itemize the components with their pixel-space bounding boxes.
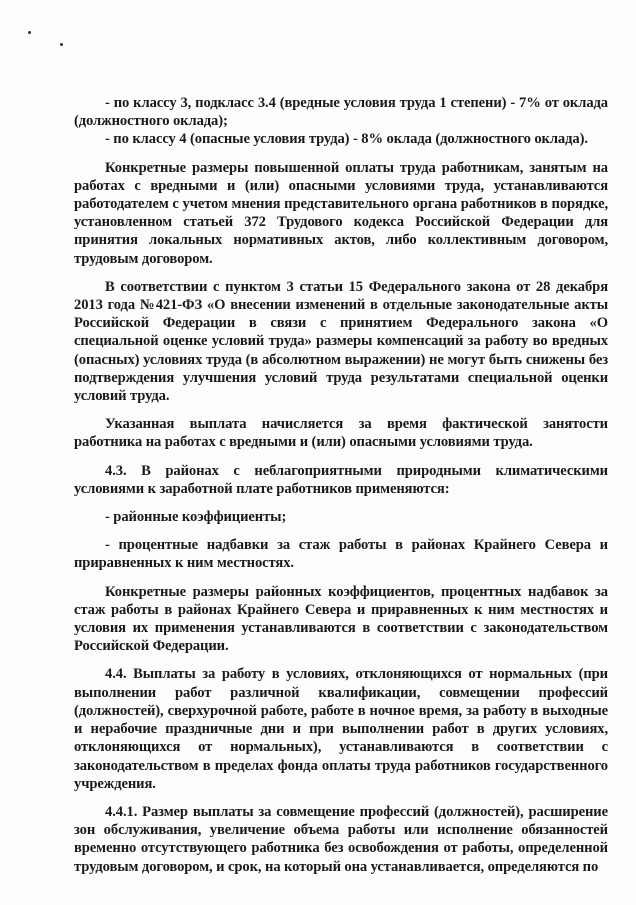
- paragraph-federal-law: В соответствии с пунктом 3 статьи 15 Федерального закона от 28 декабря 2013 года №421-ФЗ «О внесении изменений в отдельные законодательные акты Российской Федерации в связи с принятием Федерального закона «О специальной оценке условий труда» размеры компенсаций за работу во вредных (опасных) условиях труда (в абсолютном выражении) не могут быть снижены без подтверждения улучшения условий труда результатами специальной оценки условий труда.: [74, 278, 608, 405]
- scan-speck: [60, 43, 63, 46]
- paragraph-section-4-4: 4.4. Выплаты за работу в условиях, отклоняющихся от нормальных (при выполнении работ различной квалификации, совмещении профессий (должностей), сверхурочной работе, работе в ночное время, за работу в выходные и нерабочие праздничные дни и при выполнении работ в других условиях, отклоняющихся от нормальных), устанавливаются в соответствии с законодательством в пределах фонда оплаты труда работников государственного учреждения.: [74, 666, 608, 792]
- paragraph-regional-sizes: Конкретные размеры районных коэффициентов, процентных надбавок за стаж работы в районах Крайнего Севера и приравненных к ним местностях и условия их применения устанавливаются в соответствии с законодательством Российской Федерации.: [74, 583, 608, 655]
- paragraph-class-3: - по классу 3, подкласс 3.4 (вредные условия труда 1 степени) - 7% от оклада (должностного оклада);: [74, 95, 608, 130]
- scan-speck: [28, 31, 31, 34]
- paragraph-class-4: - по классу 4 (опасные условия труда) - 8% оклада (должностного оклада).: [105, 131, 588, 148]
- list-item-percentage-allowances: - процентные надбавки за стаж работы в районах Крайнего Севера и приравненных к ним местностях.: [74, 537, 608, 572]
- list-item-regional-coefficients: - районные коэффициенты;: [105, 509, 287, 526]
- paragraph-section-4-3: 4.3. В районах с неблагоприятными природными климатическими условиями к заработной плате работников применяются:: [74, 462, 608, 497]
- paragraph-specific-sizes: Конкретные размеры повышенной оплаты труда работникам, занятым на работах с вредными и (или) опасными условиями труда, устанавливаются работодателем с учетом мнения представительного органа работников в порядке, установленном статьей 372 Трудового кодекса Российской Федерации для принятия локальных нормативных актов, либо коллективным договором, трудовым договором.: [74, 159, 608, 267]
- document-body: [74, 94, 608, 876]
- paragraph-payment-accrual: Указанная выплата начисляется за время фактической занятости работника на работах с вредными и (или) опасными условиями труда.: [74, 416, 608, 451]
- paragraph-section-4-4-1: 4.4.1. Размер выплаты за совмещение профессий (должностей), расширение зон обслуживания, увеличение объема работы или исполнение обязанностей временно отсутствующего работника без освобождения от работы, определенной трудовым договором, и срок, на который она устанавливается, определяются по: [74, 803, 608, 875]
